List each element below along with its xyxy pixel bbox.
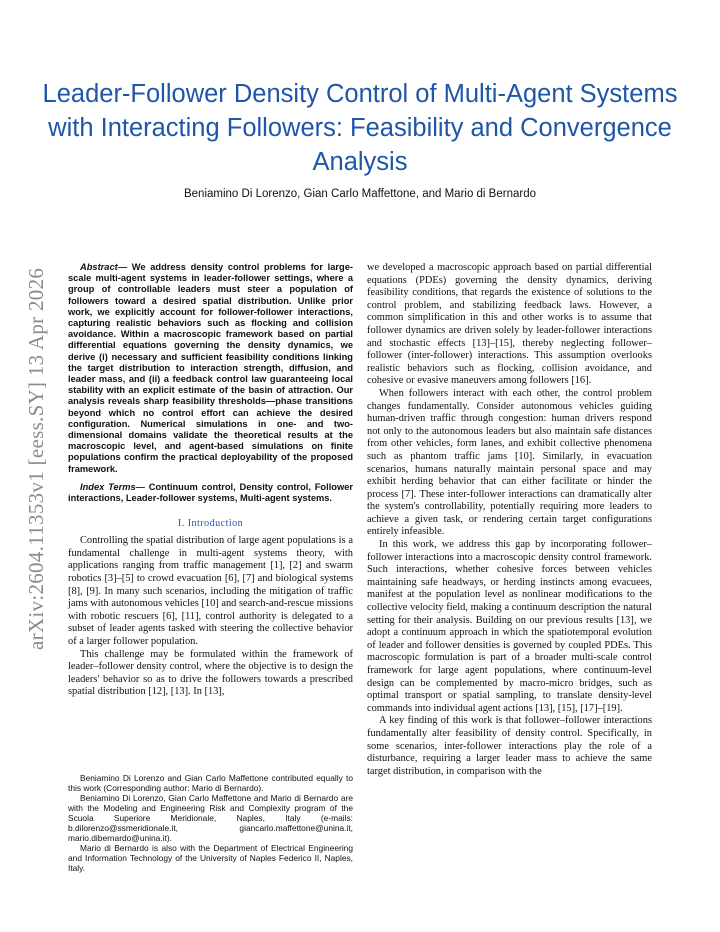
intro-paragraph-1: Controlling the spatial distribution of large agent populations is a fundamental challenge in multi-agent systems theory, with applications ranging from traffic management [1], [2] and swarm robotics [3]–[5] to crowd evacuation [6], [7] and biological systems [8], [9]. In many such scenarios, including the mitigation of traffic jams with autonomous vehicles [10] and search-and-rescue missions with robotic rescuers [6], [11], control authority is delegated to a subset of leader agents tasked with steering the collective behavior of a larger follower population.: [68, 535, 353, 648]
arxiv-identifier: arXiv:2604.11353v1 [eess.SY] 13 Apr 2026: [24, 267, 48, 650]
index-terms-label: Index Terms: [80, 481, 136, 492]
right-paragraph-2: When followers interact with each other, the control problem changes fundamentally. Consider autonomous vehicles guiding human-driven traffic through congestion: human drivers respond not only to the autonomous leaders but also maintain safe distances from other vehicles, form lanes, and exhibit collective phenomena such as phantom traffic jams [10]. Similarly, in evacuation scenarios, humans naturally maintain personal space and may exhibit herding behavior that can either facilitate or hinder the process [7]. These inter-follower interactions can dramatically alter the system's controllability, potentially requiring more leaders to achieve a given task, or rendering certain target configurations entirely infeasible.: [367, 387, 652, 538]
right-paragraph-1: we developed a macroscopic approach based on partial differential equations (PDEs) governing the density dynamics, deriving feasibility conditions, that regards the existence of solutions to the control problem, and stabilizing feedback laws. However, a common simplification in this and other works is to assume that follower dynamics are driven solely by leader-follower interactions and stochastic effects [13]–[15], thereby neglecting follower–follower (inter-follower) interactions. This assumption overlooks realistic behaviors such as flocking, collision avoidance, and cohesive or evasive maneuvers among followers [16].: [367, 262, 652, 387]
index-terms: Index Terms— Continuum control, Density control, Follower interactions, Leader-follower systems, Multi-agent systems.: [68, 481, 353, 504]
footnote-2: Beniamino Di Lorenzo, Gian Carlo Maffettone and Mario di Bernardo are with the Modeling and Engineering Risk and Complexity program of the Scuola Superiore Meridionale, Naples, Italy (e-mails: b.dilorenzo@ssmeridionale.it, giancarlo.maffettone@unina.it, mario.dibernardo@unina.it).: [68, 793, 353, 843]
paper-title: Leader-Follower Density Control of Multi-Agent Systems with Interacting Followers: Feasibility and Convergence Analysis: [42, 80, 678, 176]
footnote-3: Mario di Bernardo is also with the Department of Electrical Engineering and Information Technology of the University of Naples Federico II, Naples, Italy.: [68, 843, 353, 873]
right-column: [367, 262, 652, 778]
section-heading: I. Introduction: [177, 518, 244, 530]
intro-paragraph-2: This challenge may be formulated within the framework of leader–follower density control, where the objective is to design the leaders' behavior so as to drive the followers towards a prescribed spatial distribution [12], [13]. In [13],: [68, 648, 353, 698]
footnotes: [68, 773, 353, 873]
left-column: [68, 262, 353, 699]
abstract-label: Abstract: [80, 262, 118, 272]
abstract: Abstract— We address density control problems for large-scale multi-agent systems in leader-follower settings, where a group of controllable leaders must steer a population of followers toward a desired spatial distribution. Unlike prior work, we explicitly account for follower-follower interactions, capturing realistic behaviors such as flocking and collision avoidance. Within a macroscopic framework based on partial differential equations governing the density dynamics, we derive (i) necessary and sufficient feasibility conditions linking the target distribution to interaction strength, diffusion, and leader mass, and (ii) a feedback control law guaranteeing local stability with an explicit estimate of the basin of attraction. Our analysis reveals sharp feasibility thresholds—phase transitions beyond which no control effort can achieve the desired configuration. Numerical simulations in one- and two-dimensional domains validate the theoretical results at the macroscopic level, and agent-based simulations on finite populations confirm the practical deployability of the proposed framework.: [68, 262, 353, 474]
paper-authors: Beniamino Di Lorenzo, Gian Carlo Maffettone, and Mario di Bernardo: [183, 188, 536, 200]
abstract-text: We address density control problems for large-scale multi-agent systems in leader-follower settings, where a group of controllable leaders must steer a population of followers toward a desired spatial distribution. Unlike prior work, we explicitly account for follower-follower interactions, capturing realistic behaviors such as flocking and collision avoidance. Within a macroscopic framework based on partial differential equations governing the density dynamics, we derive (i) necessary and sufficient feasibility conditions linking the target distribution to interaction strength, diffusion, and leader mass, and (ii) a feedback control law guaranteeing local stability with an explicit estimate of the basin of attraction. Our analysis reveals sharp feasibility thresholds—phase transitions beyond which no control effort can achieve the desired configuration. Numerical simulations in one- and two-dimensional domains validate the theoretical results at the macroscopic level, and agent-based simulations on finite populations confirm the practical deployability of the proposed framework.: [68, 262, 353, 474]
right-paragraph-3: In this work, we address this gap by incorporating follower–follower interactions into a macroscopic density control framework. Such interactions, whether cohesive forces between vehicles maintaining safe headways, or herding instincts among evacuees, manifest at the population level as nonlinear modifications to the collective velocity field, making a continuum description the natural setting for their analysis. Building on our previous results [13], we adopt a continuum approach in which the spatiotemporal evolution of leader and follower densities is governed by coupled PDEs. This macroscopic formulation is part of a broader multi-scale control framework for large agent populations, where continuum-level design can be complemented by macro-micro bridges, such as optimal transport or spatial sampling, to translate density-level commands into individual agent actions [13], [15], [17]–[19].: [367, 539, 652, 714]
footnote-1: Beniamino Di Lorenzo and Gian Carlo Maffettone contributed equally to this work (Corresponding author: Mario di Bernardo).: [68, 773, 353, 793]
right-paragraph-4: A key finding of this work is that follower–follower interactions fundamentally alter feasibility of density control. Specifically, in some scenarios, inter-follower interactions play the role of a disturbance, requiring a larger leader mass to achieve the same target distribution, in comparison with the: [367, 715, 652, 777]
index-terms-text: Continuum control, Density control, Follower interactions, Leader-follower systems, Multi-agent systems.: [68, 481, 353, 504]
